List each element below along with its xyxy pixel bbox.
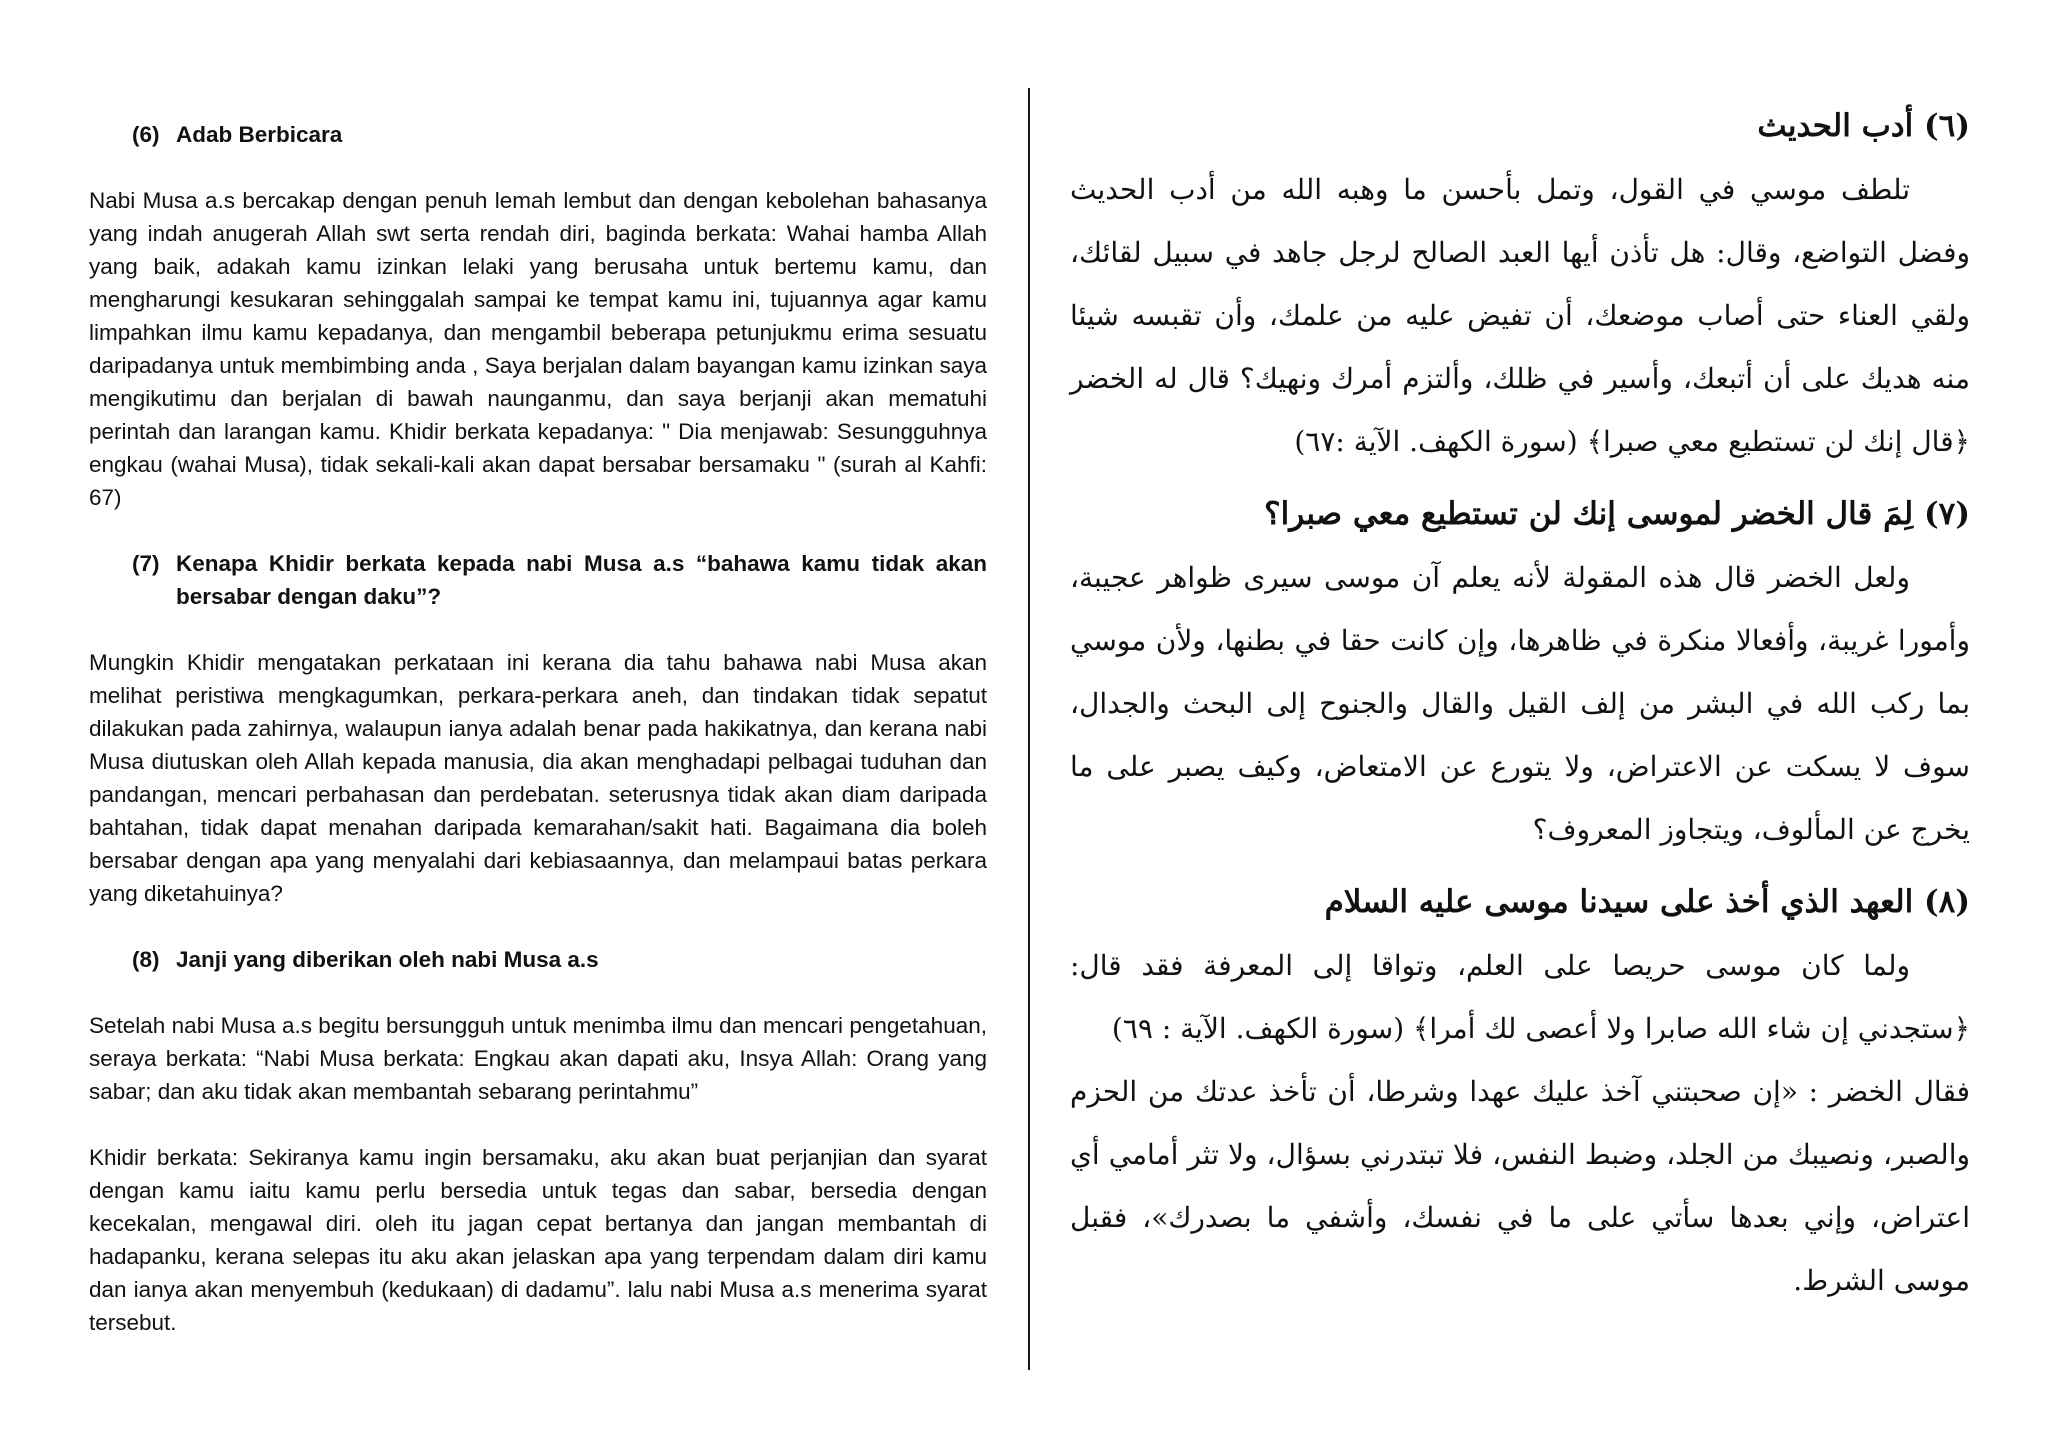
arabic-section-8-title: (٨) العهد الذي أخذ على سيدنا موسى عليه السلام <box>1324 884 1970 920</box>
malay-column <box>89 118 987 1339</box>
section-8-body-1: Setelah nabi Musa a.s begitu bersungguh untuk menimba ilmu dan mencari pengetahuan, seraya berkata: “Nabi Musa berkata: Engkau akan dapati aku, Insya Allah: Orang yang sabar; dan aku tidak akan membantah sebarang perintahmu” <box>89 1013 987 1104</box>
arabic-column <box>1070 95 1970 1312</box>
section-6-heading <box>89 118 987 151</box>
arabic-section-7-body: ولعل الخضر قال هذه المقولة لأنه يعلم آن موسى سيرى ظواهر عجيبة، وأمورا غريبة، وأفعالا منكرة في ظاهرها، وإن كانت حقا في بطنها، ولأن موسي بما ركب الله في البشر من إلف القيل والقال والجنوح إلى البحث والجدال، سوف لا يسكت عن الاعتراض، ولا يتورع عن الامتعاض، وكيف يصبر على ما يخرج عن المألوف، ويتجاوز المعروف؟ <box>1070 561 1970 846</box>
section-7-number: (7) <box>132 551 160 576</box>
section-8-title: Janji yang diberikan oleh nabi Musa a.s <box>176 947 599 972</box>
section-8-heading <box>89 943 987 976</box>
section-8-number: (8) <box>132 947 160 972</box>
section-7-title: Kenapa Khidir berkata kepada nabi Musa a.s “bahawa kamu tidak akan bersabar dengan daku”? <box>176 551 987 609</box>
arabic-section-6-title: (٦) أدب الحديث <box>1757 108 1970 144</box>
section-6-number: (6) <box>132 122 160 147</box>
arabic-section-6-body: تلطف موسي في القول، وتمل بأحسن ما وهبه الله من أدب الحديث وفضل التواضع، وقال: هل تأذن أيها العبد الصالح لرجل جاهد في سبيل لقائك، ولقي العناء حتى أصاب موضعك، أن تفيض عليه من علمك، وأن تقبسه شيئا منه هديك على أن أتبعك، وأسير في ظلك، وألتزم أمرك ونهيك؟ قال له الخضر ﴿قال إنك لن تستطيع معي صبرا﴾ (سورة الكهف. الآية :٦٧) <box>1070 173 1971 458</box>
column-divider <box>1028 88 1030 1370</box>
arabic-section-8-body-1: ولما كان موسى حريصا على العلم، وتواقا إلى المعرفة فقد قال: ﴿ستجدني إن شاء الله صابرا ولا أعصى لك أمرا﴾ (سورة الكهف. الآية : ٦٩) <box>1070 949 1970 1045</box>
section-7-heading <box>89 547 987 613</box>
section-8-body-2: Khidir berkata: Sekiranya kamu ingin bersamaku, aku akan buat perjanjian dan syarat dengan kamu iaitu kamu perlu bersedia untuk tegas dan sabar, bersedia dengan kecekalan, mengawal diri. oleh itu jagan cepat bertanya dan jangan membantah di hadapanku, kerana selepas itu aku akan jelaskan apa yang terpendam dalam diri kamu dan ianya akan menyembuh (kedukaan) di dadamu”. lalu nabi Musa a.s menerima syarat tersebut. <box>89 1145 987 1335</box>
section-7-body: Mungkin Khidir mengatakan perkataan ini kerana dia tahu bahawa nabi Musa akan melihat peristiwa mengkagumkan, perkara-perkara aneh, dan tindakan tidak sepatut dilakukan pada zahirnya, walaupun ianya adalah benar pada hakikatnya, dan kerana nabi Musa diutuskan oleh Allah kepada manusia, dia akan menghadapi pelbagai tuduhan dan pandangan, mencari perbahasan dan perdebatan. seterusnya tidak akan diam daripada bahtahan, tidak dapat menahan daripada kemarahan/sakit hati. Bagaimana dia boleh bersabar dengan apa yang menyalahi dari kebiasaannya, dan melampaui batas perkara yang diketahuinya? <box>89 650 987 906</box>
arabic-section-8-body-2: فقال الخضر : «إن صحبتني آخذ عليك عهدا وشرطا، أن تأخذ عدتك من الحزم والصبر، ونصيبك من الجلد، وضبط النفس، فلا تبتدرني بسؤال، ولا تثر أمامي أي اعتراض، وإني بعدها سأتي على ما في نفسك، وأشفي ما بصدرك»، فقبل موسى الشرط. <box>1070 1075 1970 1297</box>
arabic-section-7-title: (٧) لِمَ قال الخضر لموسى إنك لن تستطيع معي صبرا؟ <box>1264 496 1970 532</box>
section-6-title: Adab Berbicara <box>176 122 343 147</box>
section-6-body: Nabi Musa a.s bercakap dengan penuh lemah lembut dan dengan kebolehan bahasanya yang indah anugerah Allah swt serta rendah diri, baginda berkata: Wahai hamba Allah yang baik, adakah kamu izinkan lelaki yang berusaha untuk bertemu kamu, dan mengharungi kesukaran sehinggalah sampai ke tempat kamu ini, tujuannya agar kamu limpahkan ilmu kamu kepadanya, dan mengambil beberapa petunjukmu erima sesuatu daripadanya untuk membimbing anda , Saya berjalan dalam bayangan kamu izinkan saya mengikutimu dan berjalan di bawah naunganmu, dan saya berjanji akan mematuhi perintah dan larangan kamu. Khidir berkata kepadanya: " Dia menjawab: Sesungguhnya engkau (wahai Musa), tidak sekali-kali akan dapat bersabar bersamaku " (surah al Kahfi: 67) <box>89 188 987 510</box>
